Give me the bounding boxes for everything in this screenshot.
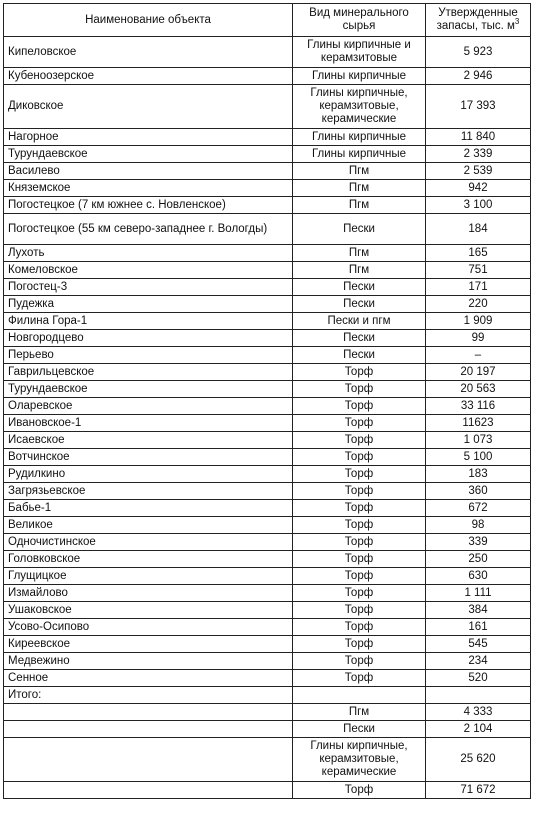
object-name-cell: Рудилкино [4,466,293,483]
table-row [4,180,531,197]
raw-material-type-cell: Торф [293,653,426,670]
reserves-value-cell: 20 197 [426,364,531,381]
object-name-cell: Головковское [4,551,293,568]
table-row [4,347,531,364]
table-row [4,585,531,602]
object-name-cell: Гаврильцевское [4,364,293,381]
table-row [4,163,531,180]
raw-material-type-cell: Пгм [293,197,426,214]
reserves-value-cell: 751 [426,262,531,279]
object-name-cell: Бабье-1 [4,500,293,517]
reserves-value-cell: 33 116 [426,398,531,415]
totals-header-row [4,687,531,704]
object-name-cell: Киреевское [4,636,293,653]
table-row [4,214,531,245]
table-row [4,364,531,381]
object-name-cell: Загрязьевское [4,483,293,500]
raw-material-type-cell: Пески и пгм [293,313,426,330]
table-row [4,398,531,415]
object-name-cell: Кипеловское [4,37,293,68]
totals-row [4,738,531,782]
raw-material-type-cell: Глины кирпичные [293,146,426,163]
object-name-cell: Медвежино [4,653,293,670]
reserves-value-cell: 183 [426,466,531,483]
table-header-row [4,4,531,37]
raw-material-type-cell: Торф [293,585,426,602]
object-name-cell: Филина Гора-1 [4,313,293,330]
object-name-cell: Погостец-3 [4,279,293,296]
table-row [4,85,531,129]
object-name-cell: Пудежка [4,296,293,313]
reserves-value-cell: 2 946 [426,68,531,85]
object-name-cell: Погостецкое (55 км северо-западнее г. Вологды) [4,214,293,245]
table-row [4,449,531,466]
reserves-value-cell: 384 [426,602,531,619]
reserves-value-cell: 20 563 [426,381,531,398]
reserves-value-cell: 220 [426,296,531,313]
object-name-cell: Ушаковское [4,602,293,619]
totals-empty-cell [4,738,293,782]
raw-material-type-cell: Торф [293,432,426,449]
reserves-value-cell: 520 [426,670,531,687]
raw-material-type-cell: Глины кирпичные и керамзитовые [293,37,426,68]
header-raw-material-type: Вид минерального сырья [293,4,426,37]
reserves-value-cell: 171 [426,279,531,296]
reserves-value-cell: 165 [426,245,531,262]
reserves-value-cell: 1 111 [426,585,531,602]
header-reserves-superscript: 3 [514,17,520,27]
object-name-cell: Новгородцево [4,330,293,347]
object-name-cell: Усово-Осипово [4,619,293,636]
table-row [4,415,531,432]
table-row [4,245,531,262]
raw-material-type-cell: Торф [293,466,426,483]
totals-empty-cell [293,687,426,704]
raw-material-type-cell: Торф [293,381,426,398]
object-name-cell: Погостецкое (7 км южнее с. Новленское) [4,197,293,214]
reserves-value-cell: 5 923 [426,37,531,68]
reserves-value-cell: 11 840 [426,129,531,146]
raw-material-type-cell: Торф [293,670,426,687]
object-name-cell: Одночистинское [4,534,293,551]
reserves-value-cell: 98 [426,517,531,534]
raw-material-type-cell: Торф [293,534,426,551]
table-row [4,483,531,500]
reserves-value-cell: 672 [426,500,531,517]
raw-material-type-cell: Глины кирпичные [293,129,426,146]
table-row [4,197,531,214]
reserves-value-cell: 234 [426,653,531,670]
object-name-cell: Нагорное [4,129,293,146]
reserves-value-cell: 2 539 [426,163,531,180]
totals-empty-cell [4,721,293,738]
raw-material-type-cell: Торф [293,602,426,619]
raw-material-type-cell: Торф [293,636,426,653]
object-name-cell: Кубеноозерское [4,68,293,85]
totals-value-cell: 4 333 [426,704,531,721]
table-row [4,653,531,670]
table-row [4,466,531,483]
object-name-cell: Вотчинское [4,449,293,466]
totals-value-cell: 71 672 [426,782,531,799]
object-name-cell: Ивановское-1 [4,415,293,432]
raw-material-type-cell: Глины кирпичные [293,68,426,85]
reserves-value-cell: 5 100 [426,449,531,466]
raw-material-type-cell: Глины кирпичные, керамзитовые, керамические [293,85,426,129]
totals-label: Итого: [4,687,293,704]
table-row [4,146,531,163]
table-row [4,330,531,347]
totals-row [4,721,531,738]
header-reserves-label: Утвержденные запасы, тыс. м [436,7,518,32]
raw-material-type-cell: Торф [293,551,426,568]
raw-material-type-cell: Пгм [293,262,426,279]
reserves-value-cell: 184 [426,214,531,245]
table-row [4,500,531,517]
totals-type-cell: Пгм [293,704,426,721]
reserves-value-cell: 11623 [426,415,531,432]
raw-material-type-cell: Торф [293,483,426,500]
raw-material-type-cell: Торф [293,568,426,585]
header-approved-reserves [426,4,531,37]
raw-material-type-cell: Пески [293,279,426,296]
totals-value-cell: 2 104 [426,721,531,738]
totals-empty-cell [4,782,293,799]
reserves-value-cell: 630 [426,568,531,585]
raw-material-type-cell: Торф [293,449,426,466]
raw-material-type-cell: Пески [293,330,426,347]
raw-material-type-cell: Торф [293,500,426,517]
table-row [4,129,531,146]
object-name-cell: Глущицкое [4,568,293,585]
reserves-value-cell: 1 909 [426,313,531,330]
reserves-value-cell: 360 [426,483,531,500]
raw-material-type-cell: Пески [293,296,426,313]
reserves-table [3,3,531,799]
reserves-value-cell: 99 [426,330,531,347]
table-row [4,568,531,585]
object-name-cell: Комеловское [4,262,293,279]
reserves-value-cell: 339 [426,534,531,551]
object-name-cell: Великое [4,517,293,534]
raw-material-type-cell: Торф [293,517,426,534]
reserves-value-cell: 2 339 [426,146,531,163]
totals-row [4,782,531,799]
raw-material-type-cell: Пески [293,347,426,364]
reserves-value-cell: 1 073 [426,432,531,449]
raw-material-type-cell: Пгм [293,180,426,197]
object-name-cell: Лухоть [4,245,293,262]
object-name-cell: Сенное [4,670,293,687]
raw-material-type-cell: Пески [293,214,426,245]
totals-value-cell: 25 620 [426,738,531,782]
totals-empty-cell [4,704,293,721]
table-row [4,313,531,330]
raw-material-type-cell: Торф [293,364,426,381]
table-body [4,37,531,799]
table-row [4,534,531,551]
table-row [4,262,531,279]
totals-empty-cell [426,687,531,704]
reserves-value-cell: 942 [426,180,531,197]
table-row [4,37,531,68]
totals-row [4,704,531,721]
totals-type-cell: Пески [293,721,426,738]
object-name-cell: Оларевское [4,398,293,415]
object-name-cell: Измайлово [4,585,293,602]
header-object-name: Наименование объекта [4,4,293,37]
reserves-value-cell: 17 393 [426,85,531,129]
object-name-cell: Княземское [4,180,293,197]
totals-type-cell: Торф [293,782,426,799]
table-row [4,517,531,534]
table-row [4,381,531,398]
object-name-cell: Перьево [4,347,293,364]
raw-material-type-cell: Торф [293,415,426,432]
totals-type-cell: Глины кирпичные, керамзитовые, керамические [293,738,426,782]
table-row [4,636,531,653]
object-name-cell: Исаевское [4,432,293,449]
table-row [4,296,531,313]
raw-material-type-cell: Пгм [293,163,426,180]
table-row [4,551,531,568]
raw-material-type-cell: Торф [293,619,426,636]
table-row [4,68,531,85]
reserves-value-cell: 545 [426,636,531,653]
object-name-cell: Турундаевское [4,381,293,398]
reserves-value-cell: 250 [426,551,531,568]
raw-material-type-cell: Пгм [293,245,426,262]
object-name-cell: Турундаевское [4,146,293,163]
table-row [4,619,531,636]
reserves-value-cell: 3 100 [426,197,531,214]
table-row [4,602,531,619]
reserves-value-cell: 161 [426,619,531,636]
table-row [4,670,531,687]
table-row [4,432,531,449]
object-name-cell: Диковское [4,85,293,129]
object-name-cell: Василево [4,163,293,180]
table-row [4,279,531,296]
reserves-value-cell: – [426,347,531,364]
raw-material-type-cell: Торф [293,398,426,415]
